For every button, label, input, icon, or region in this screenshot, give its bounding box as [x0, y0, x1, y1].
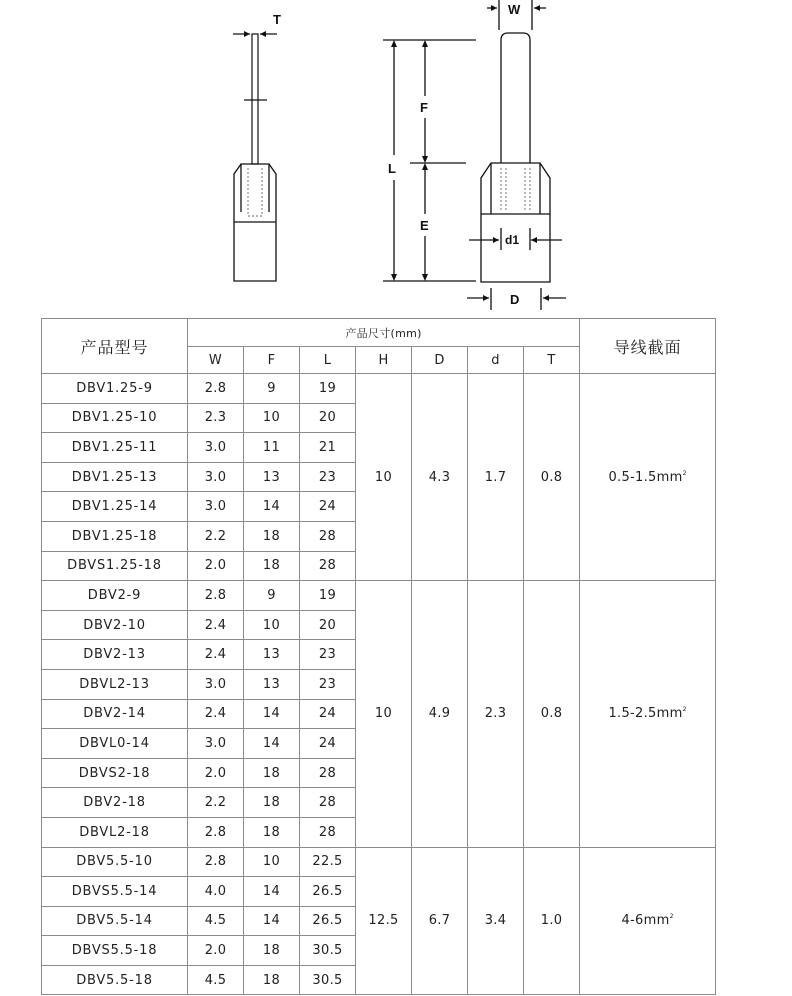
cell-f: 9 — [244, 374, 300, 404]
cell-f: 18 — [244, 936, 300, 966]
front-view — [467, 0, 566, 310]
cell-d-small: 3.4 — [468, 847, 524, 995]
cell-l: 20 — [300, 403, 356, 433]
cell-l: 28 — [300, 817, 356, 847]
section-superscript: 2 — [669, 913, 674, 921]
header-section: 导线截面 — [580, 319, 716, 374]
cell-d: 4.9 — [412, 581, 468, 847]
section-superscript: 2 — [682, 469, 687, 477]
cell-model: DBVS5.5-14 — [42, 877, 188, 907]
cell-w: 4.5 — [188, 965, 244, 995]
cell-w: 3.0 — [188, 433, 244, 463]
cell-w: 2.0 — [188, 551, 244, 581]
cell-l: 21 — [300, 433, 356, 463]
spec-table-body — [42, 374, 716, 995]
cell-l: 26.5 — [300, 906, 356, 936]
label-d1: d1 — [505, 233, 520, 247]
cell-l: 26.5 — [300, 877, 356, 907]
cell-model: DBVL0-14 — [42, 729, 188, 759]
cell-d-small: 2.3 — [468, 581, 524, 847]
length-dimensions — [383, 40, 476, 281]
label-l: L — [388, 161, 396, 176]
cell-model: DBVS5.5-18 — [42, 936, 188, 966]
table-row — [42, 581, 716, 611]
cell-l: 24 — [300, 729, 356, 759]
section-superscript: 2 — [682, 706, 687, 714]
cell-f: 18 — [244, 817, 300, 847]
spec-table — [41, 318, 716, 995]
header-model: 产品型号 — [42, 319, 188, 374]
col-header-f: F — [244, 347, 300, 374]
label-e: E — [420, 218, 429, 233]
label-f: F — [420, 100, 428, 115]
cell-model: DBV1.25-18 — [42, 521, 188, 551]
cell-w: 2.2 — [188, 521, 244, 551]
cell-model: DBV1.25-13 — [42, 462, 188, 492]
cell-l: 30.5 — [300, 936, 356, 966]
header-dimensions: 产品尺寸(mm) — [188, 319, 580, 347]
cell-f: 14 — [244, 877, 300, 907]
cell-model: DBVL2-13 — [42, 669, 188, 699]
cell-w: 2.8 — [188, 581, 244, 611]
cell-t: 0.8 — [524, 581, 580, 847]
cell-w: 2.2 — [188, 788, 244, 818]
cell-l: 23 — [300, 669, 356, 699]
cell-f: 18 — [244, 521, 300, 551]
col-header-t: T — [524, 347, 580, 374]
cell-d: 6.7 — [412, 847, 468, 995]
cell-model: DBV2-18 — [42, 788, 188, 818]
cell-f: 9 — [244, 581, 300, 611]
cell-l: 23 — [300, 640, 356, 670]
cell-model: DBV1.25-9 — [42, 374, 188, 404]
cell-f: 14 — [244, 492, 300, 522]
cell-section — [580, 847, 716, 995]
section-value: 1.5-2.5mm — [608, 706, 683, 722]
cell-f: 10 — [244, 403, 300, 433]
cell-f: 13 — [244, 669, 300, 699]
terminal-drawing — [0, 0, 792, 316]
cell-f: 18 — [244, 551, 300, 581]
cell-d: 4.3 — [412, 374, 468, 581]
cell-model: DBV2-13 — [42, 640, 188, 670]
cell-l: 30.5 — [300, 965, 356, 995]
col-header-l: L — [300, 347, 356, 374]
col-header-d: D — [412, 347, 468, 374]
cell-f: 13 — [244, 462, 300, 492]
cell-w: 2.3 — [188, 403, 244, 433]
label-w: W — [508, 2, 521, 17]
cell-l: 28 — [300, 758, 356, 788]
cell-f: 11 — [244, 433, 300, 463]
label-d: D — [510, 292, 520, 307]
cell-f: 14 — [244, 729, 300, 759]
cell-w: 2.0 — [188, 936, 244, 966]
cell-f: 18 — [244, 788, 300, 818]
cell-f: 14 — [244, 699, 300, 729]
cell-l: 24 — [300, 492, 356, 522]
cell-model: DBV2-10 — [42, 610, 188, 640]
cell-model: DBVL2-18 — [42, 817, 188, 847]
side-view — [233, 34, 277, 281]
col-header-d-small: d — [468, 347, 524, 374]
cell-model: DBVS1.25-18 — [42, 551, 188, 581]
cell-model: DBV1.25-11 — [42, 433, 188, 463]
cell-l: 28 — [300, 788, 356, 818]
section-value: 4-6mm — [621, 913, 670, 929]
cell-f: 10 — [244, 610, 300, 640]
cell-model: DBV1.25-10 — [42, 403, 188, 433]
cell-l: 19 — [300, 581, 356, 611]
cell-l: 19 — [300, 374, 356, 404]
cell-l: 24 — [300, 699, 356, 729]
cell-w: 4.5 — [188, 906, 244, 936]
cell-model: DBV2-9 — [42, 581, 188, 611]
table-row — [42, 847, 716, 877]
cell-w: 2.4 — [188, 699, 244, 729]
cell-f: 18 — [244, 965, 300, 995]
cell-t: 1.0 — [524, 847, 580, 995]
cell-w: 3.0 — [188, 462, 244, 492]
cell-w: 3.0 — [188, 729, 244, 759]
cell-f: 14 — [244, 906, 300, 936]
cell-f: 10 — [244, 847, 300, 877]
cell-w: 2.8 — [188, 374, 244, 404]
cell-w: 4.0 — [188, 877, 244, 907]
cell-w: 2.8 — [188, 817, 244, 847]
cell-model: DBV2-14 — [42, 699, 188, 729]
table-row — [42, 374, 716, 404]
col-header-w: W — [188, 347, 244, 374]
cell-d-small: 1.7 — [468, 374, 524, 581]
label-t: T — [273, 12, 281, 27]
cell-section — [580, 374, 716, 581]
cell-w: 2.4 — [188, 640, 244, 670]
cell-l: 23 — [300, 462, 356, 492]
cell-l: 28 — [300, 521, 356, 551]
cell-w: 2.0 — [188, 758, 244, 788]
cell-t: 0.8 — [524, 374, 580, 581]
cell-model: DBV5.5-14 — [42, 906, 188, 936]
cell-l: 20 — [300, 610, 356, 640]
cell-l: 28 — [300, 551, 356, 581]
cell-model: DBV5.5-18 — [42, 965, 188, 995]
col-header-h: H — [356, 347, 412, 374]
cell-w: 2.8 — [188, 847, 244, 877]
cell-model: DBV5.5-10 — [42, 847, 188, 877]
cell-model: DBVS2-18 — [42, 758, 188, 788]
cell-w: 2.4 — [188, 610, 244, 640]
cell-h: 10 — [356, 581, 412, 847]
cell-h: 10 — [356, 374, 412, 581]
cell-model: DBV1.25-14 — [42, 492, 188, 522]
cell-f: 18 — [244, 758, 300, 788]
section-value: 0.5-1.5mm — [608, 469, 683, 485]
cell-section — [580, 581, 716, 847]
cell-h: 12.5 — [356, 847, 412, 995]
cell-w: 3.0 — [188, 492, 244, 522]
cell-w: 3.0 — [188, 669, 244, 699]
cell-f: 13 — [244, 640, 300, 670]
cell-l: 22.5 — [300, 847, 356, 877]
